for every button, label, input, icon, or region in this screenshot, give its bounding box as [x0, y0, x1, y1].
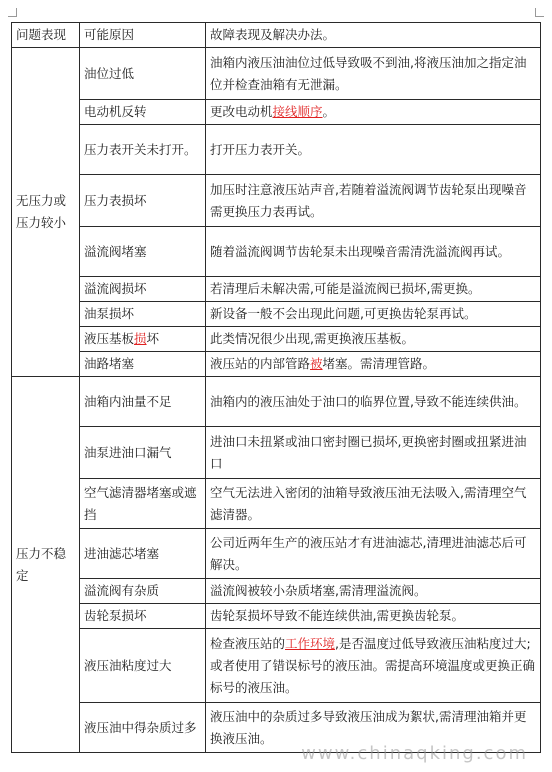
cause-segment: 溢流阀有杂质	[84, 583, 160, 598]
cause-segment: 液压基板	[84, 331, 135, 346]
cause-segment: 空气滤清器堵塞或遮挡	[84, 484, 197, 522]
cause-cell	[80, 604, 206, 629]
cause-segment: 油路堵塞	[84, 356, 135, 371]
solution-segment: 新设备一般不会出现此问题,可更换齿轮泵再试。	[210, 306, 477, 321]
solution-segment: 进油口未扭紧或油口密封圈已损坏,更换密封圈或扭紧进油口	[210, 433, 527, 471]
solution-segment: 打开压力表开关。	[210, 141, 311, 157]
header-problem: 问题表现	[12, 23, 80, 48]
header-cause: 可能原因	[80, 23, 206, 48]
solution-cell	[206, 629, 541, 703]
cause-cell	[80, 277, 206, 302]
table-row	[12, 175, 541, 227]
solution-cell	[206, 604, 541, 629]
solution-cell	[206, 175, 541, 227]
cause-segment: 电动机反转	[84, 104, 147, 119]
solution-segment: 液压站的内部管路	[210, 356, 311, 371]
cause-segment: 溢流阀堵塞	[84, 243, 147, 259]
table-row	[12, 377, 541, 427]
cause-cell	[80, 703, 206, 753]
solution-cell	[206, 227, 541, 277]
page-corner-mark-right	[535, 8, 544, 17]
table-row	[12, 125, 541, 175]
cause-segment: 液压油粘度过大	[84, 657, 172, 673]
header-solution: 故障表现及解决办法。	[206, 23, 541, 48]
solution-segment[interactable]: 被	[310, 356, 323, 371]
solution-segment: 溢流阀被较小杂质堵塞,需清理溢流阀。	[210, 583, 427, 598]
table-row	[12, 352, 541, 377]
solution-segment: 此类情况很少出现,需更换液压基板。	[210, 331, 414, 346]
solution-segment: 空气无法进入密闭的油箱导致液压油无法吸入,需清理空气滤清器。	[210, 484, 527, 522]
solution-segment: 堵塞。需清理管路。	[322, 356, 436, 371]
solution-segment: 液压油中的杂质过多导致液压油成为絮状,需清理油箱并更换液压油。	[210, 708, 527, 746]
table-row	[12, 579, 541, 604]
table-row	[12, 427, 541, 479]
cause-cell	[80, 302, 206, 327]
cause-cell	[80, 327, 206, 352]
cause-cell	[80, 100, 206, 125]
problem-group-cell: 无压力或压力较小	[12, 48, 80, 377]
table-row	[12, 48, 541, 100]
solution-cell	[206, 377, 541, 427]
cause-cell	[80, 427, 206, 479]
cause-cell	[80, 125, 206, 175]
cause-cell	[80, 352, 206, 377]
solution-cell	[206, 529, 541, 579]
table-header-row	[12, 23, 541, 48]
cause-cell	[80, 175, 206, 227]
cause-segment: 齿轮泵损坏	[84, 608, 147, 623]
solution-cell	[206, 427, 541, 479]
cause-segment: 坏	[146, 331, 160, 346]
solution-segment: ,是否温度过低导致液压油粘度过大;或者使用了错误标号的液压油。需提高环境温度或更换正确标号的液压油。	[210, 635, 536, 695]
solution-segment[interactable]: 接线顺序	[272, 104, 323, 119]
table-row	[12, 629, 541, 703]
cause-cell	[80, 629, 206, 703]
solution-segment: 油箱内的液压油处于油口的临界位置,导致不能连续供油。	[210, 393, 527, 409]
cause-segment: 油位过低	[84, 65, 135, 81]
cause-segment: 油泵进油口漏气	[84, 444, 172, 460]
table-row	[12, 604, 541, 629]
cause-segment: 溢流阀损坏	[84, 281, 147, 296]
solution-segment: 检查液压站的	[210, 635, 286, 651]
solution-segment: 公司近两年生产的液压站才有进油滤芯,清理进油滤芯后可解决。	[210, 534, 527, 572]
cause-cell	[80, 377, 206, 427]
watermark: www.chinaqking.com	[301, 743, 528, 764]
document-body	[11, 22, 540, 753]
cause-segment: 液压油中得杂质过多	[84, 719, 197, 735]
table-body	[12, 48, 541, 753]
table-row	[12, 100, 541, 125]
cause-segment: 压力表开关未打开。	[84, 141, 197, 157]
solution-cell	[206, 125, 541, 175]
solution-cell	[206, 327, 541, 352]
solution-cell	[206, 479, 541, 529]
cause-segment: 进油滤芯堵塞	[84, 545, 160, 561]
table-row	[12, 327, 541, 352]
cause-cell	[80, 227, 206, 277]
table-row	[12, 277, 541, 302]
table-row	[12, 479, 541, 529]
solution-segment[interactable]: 工作环境	[285, 635, 336, 651]
table-row	[12, 529, 541, 579]
cause-segment: 油泵损坏	[84, 306, 135, 321]
cause-cell	[80, 479, 206, 529]
solution-cell	[206, 352, 541, 377]
cause-segment: 油箱内油量不足	[84, 393, 172, 409]
solution-cell	[206, 579, 541, 604]
solution-segment: 齿轮泵损坏导致不能连续供油,需更换齿轮泵。	[210, 608, 464, 623]
solution-cell	[206, 48, 541, 100]
cause-cell	[80, 579, 206, 604]
solution-segment: 随着溢流阀调节齿轮泵未出现噪音需清洗溢流阀再试。	[210, 243, 511, 259]
cause-cell	[80, 529, 206, 579]
table-row	[12, 227, 541, 277]
solution-cell	[206, 277, 541, 302]
solution-segment: 油箱内液压油油位过低导致吸不到油,将液压油加之指定油位并检查油箱有无泄漏。	[210, 54, 527, 92]
problem-group-cell: 压力不稳定	[12, 377, 80, 753]
cause-segment: 压力表损坏	[84, 192, 147, 208]
solution-cell	[206, 302, 541, 327]
solution-cell	[206, 100, 541, 125]
cause-cell	[80, 48, 206, 100]
page-corner-mark-left	[8, 8, 17, 17]
cause-segment[interactable]: 损	[134, 331, 147, 346]
solution-segment: 。	[322, 104, 336, 119]
solution-segment: 加压时注意液压站声音,若随着溢流阀调节齿轮泵出现噪音需更换压力表再试。	[210, 181, 527, 219]
fault-table	[11, 22, 541, 753]
table-row	[12, 302, 541, 327]
solution-segment: 更改电动机	[210, 104, 273, 119]
solution-segment: 若清理后未解决需,可能是溢流阀已损坏,需更换。	[210, 281, 481, 296]
